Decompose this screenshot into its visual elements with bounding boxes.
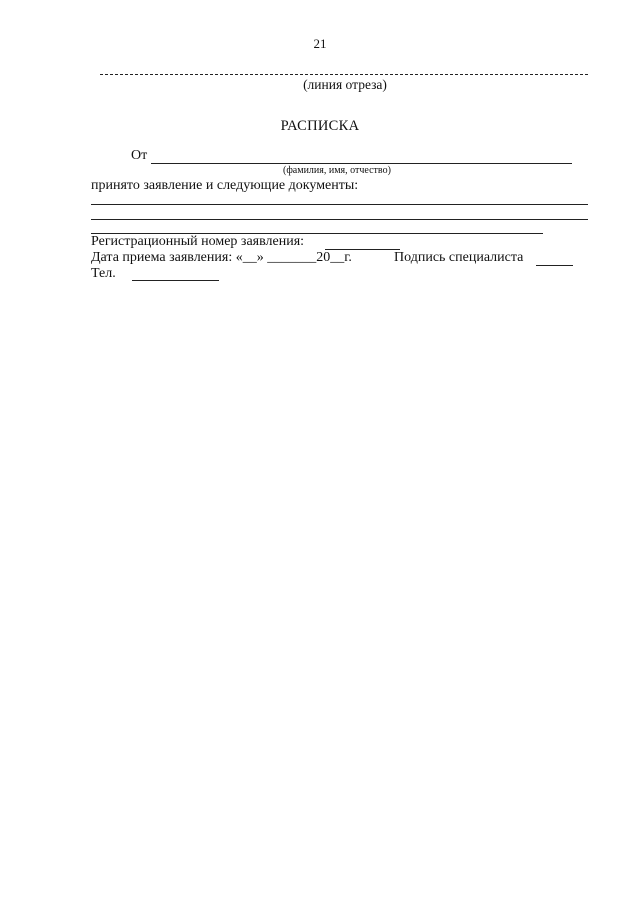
from-label: От	[131, 148, 148, 163]
documents-line-2	[91, 219, 588, 220]
documents-line-1	[91, 204, 588, 205]
receipt-title: РАСПИСКА	[280, 118, 360, 134]
registration-number-label: Регистрационный номер заявления:	[91, 234, 305, 249]
fio-caption: (фамилия, имя, отчество)	[283, 165, 391, 176]
signature-label: Подпись специалиста	[394, 250, 524, 265]
receipt-date-label: Дата приема заявления: «__» _______20__г.	[91, 250, 352, 265]
page-number: 21	[313, 36, 327, 51]
cut-line-label: (линия отреза)	[303, 77, 387, 92]
phone-line	[132, 280, 219, 281]
accepted-documents-text: принято заявление и следующие документы:	[91, 178, 359, 193]
cut-line	[100, 74, 588, 75]
signature-line	[536, 265, 573, 266]
from-fio-line	[151, 163, 572, 164]
phone-label: Тел.	[91, 266, 116, 281]
